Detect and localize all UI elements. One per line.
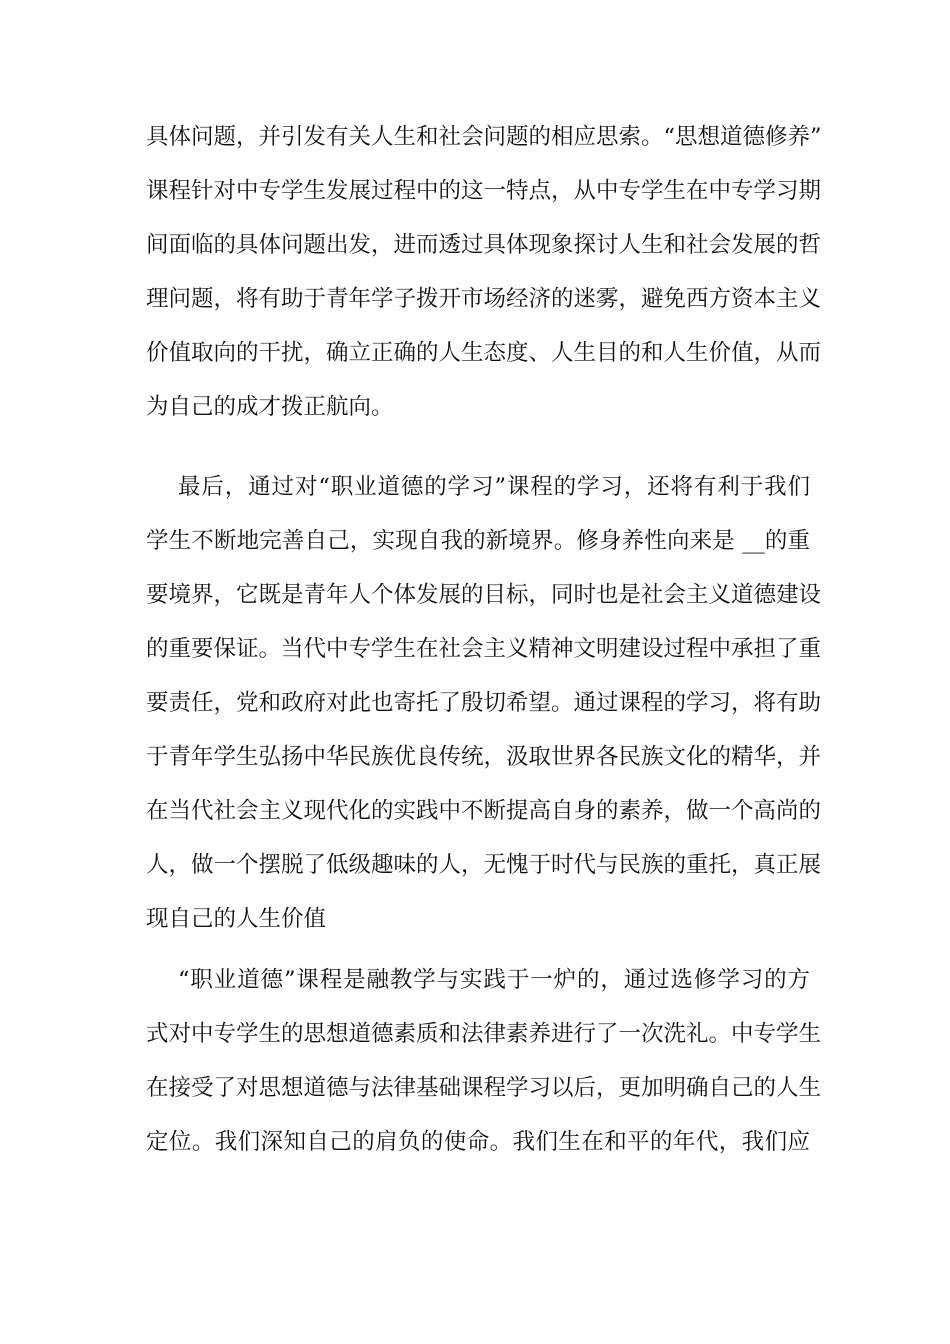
paragraph-line: 人，做一个摆脱了低级趣味的人，无愧于时代与民族的重托，真正展	[146, 852, 822, 878]
paragraph-line: 课程针对中专学生发展过程中的这一特点，从中专学生在中专学习期	[146, 178, 822, 204]
paragraph-line: 式对中专学生的思想道德素质和法律素养进行了一次洗礼。中专学生	[146, 1021, 822, 1047]
paragraph-line: “职业道德”课程是融教学与实践于一炉的，通过选修学习的方	[178, 967, 810, 993]
paragraph-1	[146, 110, 822, 434]
paragraph-line: 现自己的人生价值	[146, 906, 327, 932]
paragraph-line: 定位。我们深知自己的肩负的使命。我们生在和平的年代，我们应	[146, 1129, 810, 1155]
paragraph-line: 理问题，将有助于青年学子拨开市场经济的迷雾，避免西方资本主义	[146, 286, 822, 312]
paragraph-line: 为自己的成才拨正航向。	[146, 394, 394, 420]
paragraph-line: 间面临的具体问题出发，进而透过具体现象探讨人生和社会发展的哲	[146, 232, 822, 258]
paragraph-line: 在接受了对思想道德与法律基础课程学习以后，更加明确自己的人生	[146, 1075, 822, 1101]
paragraph-line: 价值取向的干扰，确立正确的人生态度、人生目的和人生价值，从而	[146, 340, 822, 366]
paragraph-3	[146, 953, 822, 1169]
paragraph-line: 具体问题，并引发有关人生和社会问题的相应思索。“思想道德修养”	[146, 124, 822, 150]
paragraph-2	[146, 460, 822, 946]
paragraph-line: 的重要保证。当代中专学生在社会主义精神文明建设过程中承担了重	[146, 636, 822, 662]
paragraph-line: 最后，通过对“职业道德的学习”课程的学习，还将有利于我们	[178, 474, 810, 500]
paragraph-line: 要责任，党和政府对此也寄托了殷切希望。通过课程的学习，将有助	[146, 690, 822, 716]
paragraph-line: 要境界，它既是青年人个体发展的目标，同时也是社会主义道德建设	[146, 582, 822, 608]
paragraph-line: 于青年学生弘扬中华民族优良传统，汲取世界各民族文化的精华，并	[146, 744, 822, 770]
paragraph-line: 在当代社会主义现代化的实践中不断提高自身的素养，做一个高尚的	[146, 798, 822, 824]
paragraph-line: 学生不断地完善自己，实现自我的新境界。修身养性向来是 __的重	[146, 528, 810, 554]
